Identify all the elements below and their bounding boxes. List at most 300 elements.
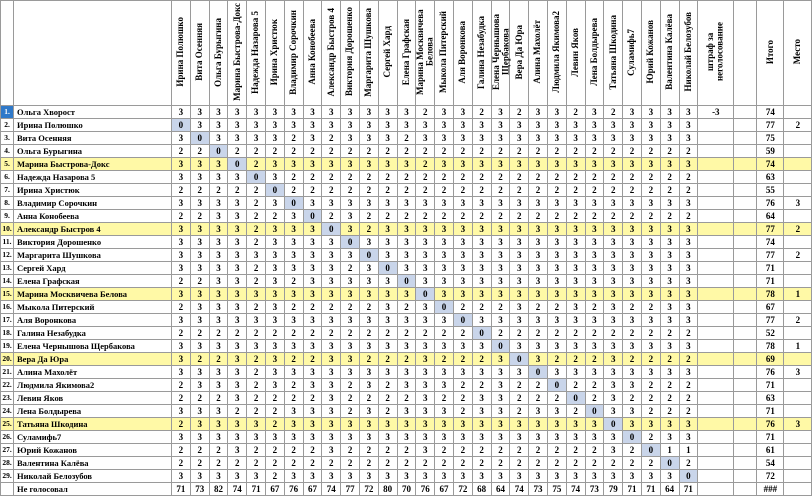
score-cell[interactable]: 3 xyxy=(190,431,209,444)
column-header[interactable] xyxy=(453,1,472,106)
penalty-cell[interactable] xyxy=(698,171,734,184)
score-cell[interactable]: 3 xyxy=(566,431,585,444)
score-cell[interactable]: 3 xyxy=(209,470,228,483)
score-cell[interactable]: 2 xyxy=(529,184,548,197)
score-cell[interactable]: 3 xyxy=(660,158,679,171)
score-cell[interactable]: 3 xyxy=(209,171,228,184)
score-cell[interactable]: 2 xyxy=(472,457,491,470)
score-cell[interactable]: 3 xyxy=(529,106,548,119)
score-cell[interactable]: 2 xyxy=(247,444,266,457)
score-cell[interactable]: 3 xyxy=(172,236,191,249)
score-cell[interactable]: 3 xyxy=(247,314,266,327)
score-cell[interactable]: 3 xyxy=(547,249,566,262)
score-cell[interactable]: 3 xyxy=(397,197,416,210)
score-cell[interactable]: 3 xyxy=(547,197,566,210)
score-cell[interactable]: 3 xyxy=(472,119,491,132)
score-cell[interactable]: 3 xyxy=(416,392,435,405)
score-cell[interactable]: 2 xyxy=(397,457,416,470)
table-row[interactable] xyxy=(1,197,812,210)
score-cell[interactable]: 3 xyxy=(453,431,472,444)
score-cell[interactable]: 3 xyxy=(585,197,604,210)
score-cell[interactable]: 3 xyxy=(510,158,529,171)
score-cell[interactable]: 3 xyxy=(322,470,341,483)
column-header[interactable] xyxy=(641,1,660,106)
penalty-cell[interactable] xyxy=(698,353,734,366)
score-cell[interactable]: 3 xyxy=(435,405,454,418)
penalty-cell[interactable] xyxy=(698,301,734,314)
score-cell[interactable]: 0 xyxy=(453,314,472,327)
score-cell[interactable]: 3 xyxy=(679,197,698,210)
score-cell[interactable]: 3 xyxy=(284,210,303,223)
score-cell[interactable]: 2 xyxy=(472,171,491,184)
score-cell[interactable]: 3 xyxy=(660,262,679,275)
score-cell[interactable]: 2 xyxy=(284,184,303,197)
score-cell[interactable]: 3 xyxy=(472,236,491,249)
score-cell[interactable]: 2 xyxy=(416,171,435,184)
score-cell[interactable]: 3 xyxy=(510,340,529,353)
score-cell[interactable]: 2 xyxy=(453,184,472,197)
score-cell[interactable]: 3 xyxy=(641,288,660,301)
score-cell[interactable]: 2 xyxy=(679,405,698,418)
score-cell[interactable]: 3 xyxy=(303,158,322,171)
score-cell[interactable]: 2 xyxy=(472,145,491,158)
score-cell[interactable]: 3 xyxy=(435,249,454,262)
score-cell[interactable]: 3 xyxy=(435,431,454,444)
score-cell[interactable]: 3 xyxy=(378,301,397,314)
score-cell[interactable]: 2 xyxy=(641,145,660,158)
score-cell[interactable]: 3 xyxy=(641,158,660,171)
score-cell[interactable]: 2 xyxy=(453,444,472,457)
score-cell[interactable]: 2 xyxy=(547,457,566,470)
score-cell[interactable]: 3 xyxy=(453,262,472,275)
score-cell[interactable]: 3 xyxy=(623,119,642,132)
score-cell[interactable]: 3 xyxy=(284,418,303,431)
score-cell[interactable]: 3 xyxy=(472,405,491,418)
score-cell[interactable]: 3 xyxy=(209,236,228,249)
score-cell[interactable]: 2 xyxy=(623,444,642,457)
score-cell[interactable]: 2 xyxy=(341,184,360,197)
score-cell[interactable]: 3 xyxy=(322,340,341,353)
column-header[interactable] xyxy=(265,1,284,106)
score-cell[interactable]: 3 xyxy=(190,288,209,301)
score-cell[interactable]: 3 xyxy=(284,366,303,379)
score-cell[interactable]: 3 xyxy=(510,301,529,314)
score-cell[interactable]: 2 xyxy=(510,327,529,340)
score-cell[interactable]: 3 xyxy=(529,340,548,353)
score-cell[interactable]: 2 xyxy=(641,327,660,340)
score-cell[interactable]: 3 xyxy=(341,223,360,236)
table-row[interactable] xyxy=(1,288,812,301)
score-cell[interactable]: 2 xyxy=(172,418,191,431)
score-cell[interactable]: 0 xyxy=(172,119,191,132)
score-cell[interactable]: 2 xyxy=(341,392,360,405)
score-cell[interactable]: 3 xyxy=(341,106,360,119)
score-cell[interactable]: 2 xyxy=(510,379,529,392)
score-cell[interactable]: 3 xyxy=(491,288,510,301)
score-cell[interactable]: 2 xyxy=(566,106,585,119)
score-cell[interactable]: 3 xyxy=(341,249,360,262)
participant-name[interactable]: Лена Болдырева xyxy=(14,405,172,418)
score-cell[interactable]: 3 xyxy=(378,132,397,145)
table-row[interactable] xyxy=(1,353,812,366)
score-cell[interactable]: 2 xyxy=(641,301,660,314)
score-cell[interactable]: 3 xyxy=(416,340,435,353)
score-cell[interactable]: 2 xyxy=(435,171,454,184)
table-row[interactable] xyxy=(1,262,812,275)
score-cell[interactable]: 2 xyxy=(529,171,548,184)
score-cell[interactable]: 3 xyxy=(472,158,491,171)
table-row[interactable] xyxy=(1,145,812,158)
score-cell[interactable]: 2 xyxy=(359,327,378,340)
score-cell[interactable]: 3 xyxy=(660,223,679,236)
table-row[interactable] xyxy=(1,457,812,470)
score-cell[interactable]: 3 xyxy=(265,197,284,210)
participant-name[interactable]: Марина Москвичева Белова xyxy=(14,288,172,301)
score-cell[interactable]: 3 xyxy=(585,275,604,288)
penalty-cell[interactable] xyxy=(698,314,734,327)
score-cell[interactable]: 3 xyxy=(547,288,566,301)
score-cell[interactable]: 2 xyxy=(547,184,566,197)
score-cell[interactable]: 3 xyxy=(679,132,698,145)
score-cell[interactable]: 3 xyxy=(529,353,548,366)
score-cell[interactable]: 2 xyxy=(228,457,247,470)
score-cell[interactable]: 2 xyxy=(190,210,209,223)
score-cell[interactable]: 3 xyxy=(623,236,642,249)
score-cell[interactable]: 3 xyxy=(247,418,266,431)
score-cell[interactable]: 2 xyxy=(341,327,360,340)
score-cell[interactable]: 2 xyxy=(378,444,397,457)
score-cell[interactable]: 2 xyxy=(172,145,191,158)
score-cell[interactable]: 3 xyxy=(341,353,360,366)
score-cell[interactable]: 3 xyxy=(660,470,679,483)
score-cell[interactable]: 3 xyxy=(660,132,679,145)
score-cell[interactable]: 3 xyxy=(623,197,642,210)
score-cell[interactable]: 3 xyxy=(679,275,698,288)
score-cell[interactable]: 3 xyxy=(679,249,698,262)
score-cell[interactable]: 3 xyxy=(228,288,247,301)
score-cell[interactable]: 2 xyxy=(641,184,660,197)
score-cell[interactable]: 3 xyxy=(491,197,510,210)
score-cell[interactable]: 3 xyxy=(623,262,642,275)
score-cell[interactable]: 3 xyxy=(547,418,566,431)
score-cell[interactable]: 3 xyxy=(341,314,360,327)
score-cell[interactable]: 3 xyxy=(453,366,472,379)
score-cell[interactable]: 2 xyxy=(679,379,698,392)
score-cell[interactable]: 0 xyxy=(604,418,623,431)
score-cell[interactable]: 3 xyxy=(641,132,660,145)
score-cell[interactable]: 2 xyxy=(190,353,209,366)
score-cell[interactable]: 3 xyxy=(604,275,623,288)
score-cell[interactable]: 2 xyxy=(303,145,322,158)
score-cell[interactable]: 3 xyxy=(265,119,284,132)
score-cell[interactable]: 3 xyxy=(359,106,378,119)
score-cell[interactable]: 2 xyxy=(510,106,529,119)
score-cell[interactable]: 0 xyxy=(416,288,435,301)
column-header[interactable] xyxy=(341,1,360,106)
score-cell[interactable]: 3 xyxy=(172,470,191,483)
score-cell[interactable]: 3 xyxy=(641,275,660,288)
score-cell[interactable]: 3 xyxy=(623,288,642,301)
score-cell[interactable]: 3 xyxy=(228,379,247,392)
score-cell[interactable]: 2 xyxy=(303,457,322,470)
score-cell[interactable]: 3 xyxy=(322,288,341,301)
score-cell[interactable]: 3 xyxy=(472,262,491,275)
score-cell[interactable]: 2 xyxy=(209,392,228,405)
score-cell[interactable]: 3 xyxy=(416,119,435,132)
score-cell[interactable]: 2 xyxy=(472,184,491,197)
score-cell[interactable]: 0 xyxy=(585,405,604,418)
score-cell[interactable]: 3 xyxy=(566,340,585,353)
score-cell[interactable]: 3 xyxy=(566,418,585,431)
score-cell[interactable]: 2 xyxy=(529,444,548,457)
score-cell[interactable]: 3 xyxy=(172,314,191,327)
table-row[interactable] xyxy=(1,210,812,223)
score-cell[interactable]: 2 xyxy=(547,171,566,184)
score-cell[interactable]: 3 xyxy=(322,392,341,405)
table-row[interactable] xyxy=(1,392,812,405)
score-cell[interactable]: 3 xyxy=(378,119,397,132)
column-header[interactable] xyxy=(566,1,585,106)
score-cell[interactable]: 2 xyxy=(510,171,529,184)
score-cell[interactable]: 3 xyxy=(265,275,284,288)
score-cell[interactable]: 2 xyxy=(341,145,360,158)
score-cell[interactable]: 3 xyxy=(284,119,303,132)
score-cell[interactable]: 2 xyxy=(284,353,303,366)
score-cell[interactable]: 2 xyxy=(190,145,209,158)
score-cell[interactable]: 3 xyxy=(529,418,548,431)
score-cell[interactable]: 0 xyxy=(529,366,548,379)
score-cell[interactable]: 3 xyxy=(529,275,548,288)
score-cell[interactable]: 0 xyxy=(265,184,284,197)
score-cell[interactable]: 2 xyxy=(303,184,322,197)
score-cell[interactable]: 3 xyxy=(265,379,284,392)
score-cell[interactable]: 3 xyxy=(604,392,623,405)
score-cell[interactable]: 3 xyxy=(472,249,491,262)
score-cell[interactable]: 2 xyxy=(247,392,266,405)
score-cell[interactable]: 2 xyxy=(416,210,435,223)
score-cell[interactable]: 3 xyxy=(228,262,247,275)
score-cell[interactable]: 3 xyxy=(660,288,679,301)
score-cell[interactable]: 3 xyxy=(547,106,566,119)
score-cell[interactable]: 3 xyxy=(322,197,341,210)
score-cell[interactable]: 3 xyxy=(529,262,548,275)
table-row[interactable] xyxy=(1,236,812,249)
score-cell[interactable]: 3 xyxy=(510,418,529,431)
score-cell[interactable]: 2 xyxy=(623,171,642,184)
column-header[interactable] xyxy=(284,1,303,106)
score-cell[interactable]: 2 xyxy=(190,275,209,288)
score-cell[interactable]: 2 xyxy=(435,210,454,223)
score-cell[interactable]: 3 xyxy=(491,418,510,431)
score-cell[interactable]: 3 xyxy=(491,262,510,275)
score-cell[interactable]: 3 xyxy=(660,418,679,431)
participant-name[interactable]: Елена Чернышова Щербакова xyxy=(14,340,172,353)
score-cell[interactable]: 3 xyxy=(453,106,472,119)
score-cell[interactable]: 2 xyxy=(585,353,604,366)
score-cell[interactable]: 2 xyxy=(585,392,604,405)
score-cell[interactable]: 2 xyxy=(623,210,642,223)
score-cell[interactable]: 3 xyxy=(585,340,604,353)
score-cell[interactable]: 0 xyxy=(190,132,209,145)
score-cell[interactable]: 3 xyxy=(378,288,397,301)
score-cell[interactable]: 3 xyxy=(416,418,435,431)
score-cell[interactable]: 3 xyxy=(547,119,566,132)
score-cell[interactable]: 3 xyxy=(378,431,397,444)
score-cell[interactable]: 3 xyxy=(190,340,209,353)
score-cell[interactable]: 3 xyxy=(660,431,679,444)
column-header[interactable] xyxy=(623,1,642,106)
score-cell[interactable]: 2 xyxy=(265,444,284,457)
score-cell[interactable]: 2 xyxy=(491,301,510,314)
score-cell[interactable]: 3 xyxy=(172,171,191,184)
score-cell[interactable]: 3 xyxy=(341,288,360,301)
score-cell[interactable]: 3 xyxy=(547,470,566,483)
score-cell[interactable]: 3 xyxy=(303,288,322,301)
score-cell[interactable]: 3 xyxy=(660,314,679,327)
score-cell[interactable]: 3 xyxy=(265,236,284,249)
score-cell[interactable]: 2 xyxy=(172,444,191,457)
score-cell[interactable]: 3 xyxy=(623,106,642,119)
penalty-cell[interactable] xyxy=(698,262,734,275)
score-cell[interactable]: 3 xyxy=(529,431,548,444)
score-cell[interactable]: 3 xyxy=(172,249,191,262)
score-cell[interactable]: 2 xyxy=(529,457,548,470)
score-cell[interactable]: 2 xyxy=(679,353,698,366)
score-cell[interactable]: 0 xyxy=(435,301,454,314)
score-cell[interactable]: 3 xyxy=(416,431,435,444)
score-cell[interactable]: 2 xyxy=(623,457,642,470)
score-cell[interactable]: 2 xyxy=(547,301,566,314)
score-cell[interactable]: 3 xyxy=(322,249,341,262)
score-cell[interactable]: 2 xyxy=(303,353,322,366)
score-cell[interactable]: 2 xyxy=(660,184,679,197)
score-cell[interactable]: 3 xyxy=(453,418,472,431)
score-cell[interactable]: 3 xyxy=(604,262,623,275)
score-cell[interactable]: 3 xyxy=(190,249,209,262)
score-cell[interactable]: 3 xyxy=(566,249,585,262)
score-cell[interactable]: 3 xyxy=(378,275,397,288)
score-cell[interactable]: 2 xyxy=(359,145,378,158)
score-cell[interactable]: 3 xyxy=(566,158,585,171)
score-cell[interactable]: 3 xyxy=(435,106,454,119)
score-cell[interactable]: 2 xyxy=(247,223,266,236)
score-cell[interactable]: 3 xyxy=(566,236,585,249)
score-cell[interactable]: 2 xyxy=(491,210,510,223)
score-cell[interactable]: 3 xyxy=(228,353,247,366)
score-cell[interactable]: 3 xyxy=(660,236,679,249)
score-cell[interactable]: 2 xyxy=(641,405,660,418)
score-cell[interactable]: 2 xyxy=(566,405,585,418)
score-cell[interactable]: 2 xyxy=(510,457,529,470)
score-cell[interactable]: 2 xyxy=(623,301,642,314)
penalty-cell[interactable] xyxy=(698,158,734,171)
score-cell[interactable]: 3 xyxy=(378,106,397,119)
score-cell[interactable]: 3 xyxy=(472,418,491,431)
penalty-cell[interactable] xyxy=(698,197,734,210)
score-cell[interactable]: 3 xyxy=(529,288,548,301)
score-cell[interactable]: 3 xyxy=(660,119,679,132)
score-cell[interactable]: 3 xyxy=(190,262,209,275)
score-cell[interactable]: 3 xyxy=(416,314,435,327)
score-cell[interactable]: 3 xyxy=(228,197,247,210)
score-cell[interactable]: 3 xyxy=(341,210,360,223)
score-cell[interactable]: 3 xyxy=(416,353,435,366)
score-cell[interactable]: 2 xyxy=(453,353,472,366)
score-cell[interactable]: 2 xyxy=(491,171,510,184)
score-cell[interactable]: 3 xyxy=(547,340,566,353)
column-header[interactable] xyxy=(510,1,529,106)
score-cell[interactable]: 3 xyxy=(190,197,209,210)
score-cell[interactable]: 2 xyxy=(284,145,303,158)
score-cell[interactable]: 0 xyxy=(341,236,360,249)
score-cell[interactable]: 3 xyxy=(604,431,623,444)
score-cell[interactable]: 3 xyxy=(397,106,416,119)
score-cell[interactable]: 3 xyxy=(284,405,303,418)
score-cell[interactable]: 3 xyxy=(529,119,548,132)
score-cell[interactable]: 3 xyxy=(435,418,454,431)
score-cell[interactable]: 2 xyxy=(247,301,266,314)
score-cell[interactable]: 3 xyxy=(641,119,660,132)
score-cell[interactable]: 2 xyxy=(660,210,679,223)
score-cell[interactable]: 3 xyxy=(491,314,510,327)
score-cell[interactable]: 3 xyxy=(322,366,341,379)
score-cell[interactable]: 3 xyxy=(547,431,566,444)
score-cell[interactable]: 3 xyxy=(284,223,303,236)
penalty-cell[interactable] xyxy=(698,210,734,223)
score-cell[interactable]: 2 xyxy=(359,444,378,457)
score-cell[interactable]: 0 xyxy=(284,197,303,210)
score-cell[interactable]: 3 xyxy=(510,236,529,249)
score-cell[interactable]: 2 xyxy=(585,210,604,223)
score-cell[interactable]: 2 xyxy=(566,184,585,197)
score-cell[interactable]: 2 xyxy=(284,301,303,314)
score-cell[interactable]: 2 xyxy=(623,392,642,405)
score-cell[interactable]: 3 xyxy=(472,197,491,210)
column-header[interactable] xyxy=(679,1,698,106)
score-cell[interactable]: 2 xyxy=(435,184,454,197)
score-cell[interactable]: 3 xyxy=(435,223,454,236)
score-cell[interactable]: 3 xyxy=(322,106,341,119)
score-cell[interactable]: 3 xyxy=(284,158,303,171)
score-cell[interactable]: 3 xyxy=(585,288,604,301)
score-cell[interactable]: 0 xyxy=(547,379,566,392)
score-cell[interactable]: 2 xyxy=(679,171,698,184)
score-cell[interactable]: 2 xyxy=(378,145,397,158)
score-cell[interactable]: 2 xyxy=(341,379,360,392)
score-cell[interactable]: 2 xyxy=(265,418,284,431)
score-cell[interactable]: 2 xyxy=(209,327,228,340)
score-cell[interactable]: 2 xyxy=(378,353,397,366)
score-cell[interactable]: 2 xyxy=(190,444,209,457)
score-cell[interactable]: 3 xyxy=(453,249,472,262)
score-cell[interactable]: 3 xyxy=(209,223,228,236)
score-cell[interactable]: 3 xyxy=(247,340,266,353)
column-header[interactable] xyxy=(435,1,454,106)
score-cell[interactable]: 3 xyxy=(585,262,604,275)
score-cell[interactable]: 3 xyxy=(397,119,416,132)
score-cell[interactable]: 3 xyxy=(585,418,604,431)
score-cell[interactable]: 0 xyxy=(359,249,378,262)
score-cell[interactable]: 2 xyxy=(247,184,266,197)
score-cell[interactable]: 2 xyxy=(190,457,209,470)
score-cell[interactable]: 2 xyxy=(247,366,266,379)
score-cell[interactable]: 3 xyxy=(435,288,454,301)
score-cell[interactable]: 3 xyxy=(679,366,698,379)
score-cell[interactable]: 3 xyxy=(341,340,360,353)
score-cell[interactable]: 2 xyxy=(228,145,247,158)
score-cell[interactable]: 2 xyxy=(416,158,435,171)
score-cell[interactable]: 0 xyxy=(491,340,510,353)
